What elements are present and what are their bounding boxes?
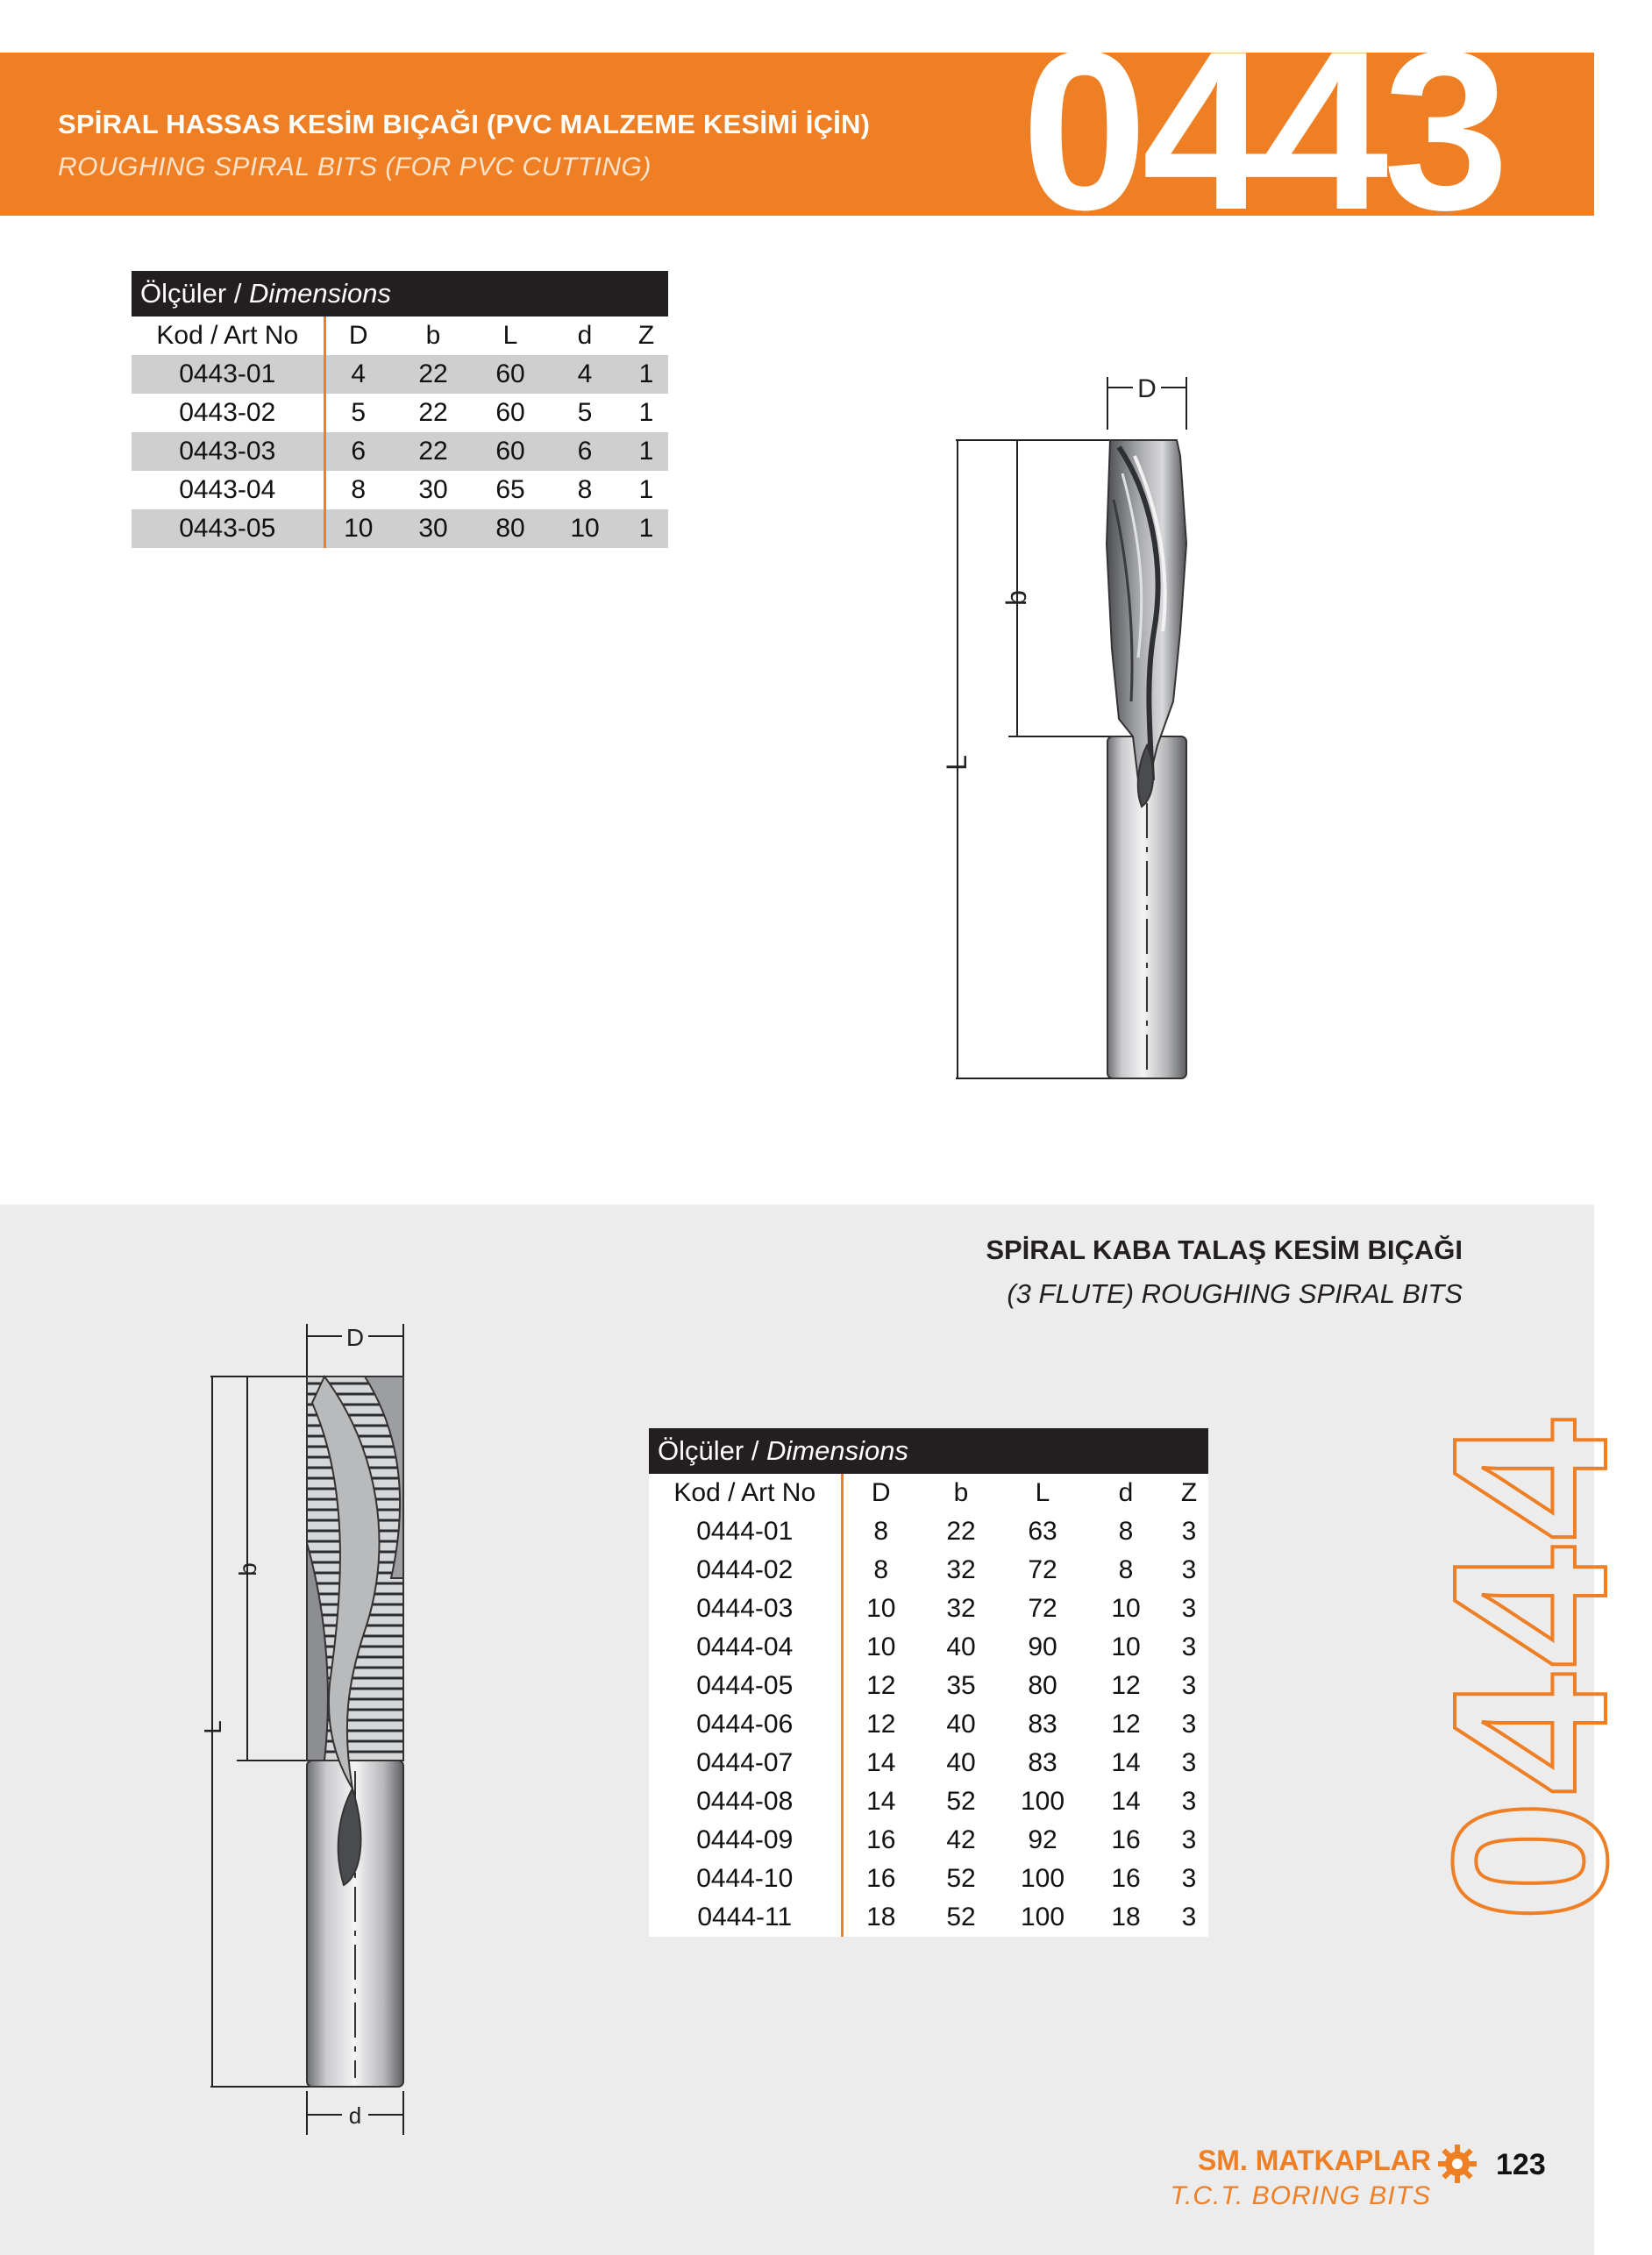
col-header-Z: Z (1170, 1474, 1208, 1512)
cell-D: 16 (842, 1860, 919, 1898)
cell-b: 32 (919, 1551, 1003, 1590)
cell-d: 10 (545, 509, 624, 548)
cell-L: 60 (475, 432, 545, 471)
col-header-Z: Z (624, 317, 668, 355)
table-row (649, 1898, 1208, 1937)
table-caption (649, 1428, 1208, 1474)
cell-b: 22 (391, 355, 475, 394)
table-row (132, 355, 668, 394)
cell-b: 35 (919, 1667, 1003, 1705)
cell-Z: 3 (1170, 1744, 1208, 1782)
col-header-D: D (324, 317, 391, 355)
header-code-wrap (956, 4, 1570, 257)
cell-b: 30 (391, 509, 475, 548)
header-title: SPİRAL HASSAS KESİM BIÇAĞI (PVC MALZEME KESİMİ İÇİN) (58, 109, 871, 139)
cell-L: 83 (1003, 1744, 1082, 1782)
cell-L: 72 (1003, 1590, 1082, 1628)
footer-subtitle: T.C.T. BORING BITS (1170, 2181, 1431, 2210)
table-header-row (132, 317, 668, 355)
table-row (132, 509, 668, 548)
cell-d: 16 (1082, 1860, 1170, 1898)
cell-code: 0444-03 (649, 1590, 842, 1628)
cell-b: 52 (919, 1860, 1003, 1898)
caption-tr: Ölçüler (140, 278, 227, 309)
cell-L: 90 (1003, 1628, 1082, 1667)
cell-L: 60 (475, 355, 545, 394)
cell-b: 30 (391, 471, 475, 509)
vertical-code-text: 0444 (1407, 1412, 1652, 1923)
cell-code: 0443-04 (132, 471, 324, 509)
cell-b: 22 (391, 394, 475, 432)
cell-b: 40 (919, 1705, 1003, 1744)
spiral-bit-diagram-0444 (193, 1315, 438, 2139)
table-row (649, 1860, 1208, 1898)
table-row (132, 471, 668, 509)
label-D: D (1137, 374, 1157, 403)
col-header-d: d (545, 317, 624, 355)
cell-code: 0443-02 (132, 394, 324, 432)
table-row (649, 1551, 1208, 1590)
table-row (649, 1705, 1208, 1744)
cell-d: 10 (1082, 1628, 1170, 1667)
dimensions-table-0443 (132, 271, 668, 548)
cell-b: 22 (919, 1512, 1003, 1551)
cell-L: 100 (1003, 1860, 1082, 1898)
cell-D: 8 (842, 1512, 919, 1551)
cell-L: 65 (475, 471, 545, 509)
cell-Z: 3 (1170, 1628, 1208, 1667)
col-header-code: Kod / Art No (649, 1474, 842, 1512)
caption-tr: Ölçüler (658, 1435, 744, 1466)
label-L: L (199, 1720, 226, 1734)
cell-code: 0444-05 (649, 1667, 842, 1705)
cell-Z: 1 (624, 471, 668, 509)
label-d: d (348, 2102, 362, 2129)
cell-b: 22 (391, 432, 475, 471)
col-header-d: d (1082, 1474, 1170, 1512)
label-b: b (234, 1562, 261, 1576)
col-header-D: D (842, 1474, 919, 1512)
footer-brand: SM. MATKAPLAR (1197, 2145, 1431, 2176)
caption-en: Dimensions (249, 278, 391, 309)
label-D: D (345, 1324, 365, 1351)
cell-L: 100 (1003, 1782, 1082, 1821)
col-header-b: b (919, 1474, 1003, 1512)
cell-code: 0443-03 (132, 432, 324, 471)
section-0444-title: SPİRAL KABA TALAŞ KESİM BIÇAĞI (986, 1234, 1463, 1265)
cell-L: 80 (1003, 1667, 1082, 1705)
cell-L: 60 (475, 394, 545, 432)
cell-Z: 3 (1170, 1705, 1208, 1744)
cell-D: 14 (842, 1744, 919, 1782)
cell-code: 0443-05 (132, 509, 324, 548)
section-0444-subtitle: (3 FLUTE) ROUGHING SPIRAL BITS (1007, 1278, 1463, 1309)
cell-d: 12 (1082, 1667, 1170, 1705)
cell-Z: 3 (1170, 1512, 1208, 1551)
cell-code: 0444-06 (649, 1705, 842, 1744)
page-number: 123 (1496, 2148, 1546, 2181)
cell-d: 14 (1082, 1744, 1170, 1782)
cell-d: 8 (545, 471, 624, 509)
cell-code: 0444-10 (649, 1860, 842, 1898)
cell-code: 0444-11 (649, 1898, 842, 1937)
caption-sep: / (226, 278, 250, 309)
col-header-L: L (475, 317, 545, 355)
cell-d: 6 (545, 432, 624, 471)
cell-Z: 3 (1170, 1667, 1208, 1705)
cell-Z: 3 (1170, 1898, 1208, 1937)
table-row (649, 1590, 1208, 1628)
cell-d: 18 (1082, 1898, 1170, 1937)
dimensions-table-0444 (649, 1428, 1208, 1937)
cell-D: 18 (842, 1898, 919, 1937)
table-caption (132, 271, 668, 317)
cell-b: 52 (919, 1898, 1003, 1937)
table-row (649, 1628, 1208, 1667)
cell-code: 0444-08 (649, 1782, 842, 1821)
table-row (649, 1667, 1208, 1705)
cell-D: 8 (842, 1551, 919, 1590)
cell-Z: 3 (1170, 1860, 1208, 1898)
cell-d: 5 (545, 394, 624, 432)
header-subtitle: ROUGHING SPIRAL BITS (FOR PVC CUTTING) (58, 153, 652, 181)
caption-sep: / (744, 1435, 767, 1466)
header-code: 0443 (1022, 4, 1504, 257)
cell-code: 0444-02 (649, 1551, 842, 1590)
col-header-b: b (391, 317, 475, 355)
table-row (132, 394, 668, 432)
cell-d: 8 (1082, 1512, 1170, 1551)
cell-d: 16 (1082, 1821, 1170, 1860)
col-header-L: L (1003, 1474, 1082, 1512)
cell-L: 100 (1003, 1898, 1082, 1937)
cell-D: 10 (324, 509, 391, 548)
cell-b: 52 (919, 1782, 1003, 1821)
table-row (649, 1512, 1208, 1551)
cell-Z: 1 (624, 355, 668, 394)
spiral-bit-diagram-0443 (941, 368, 1210, 1113)
cell-L: 80 (475, 509, 545, 548)
cell-D: 8 (324, 471, 391, 509)
cell-d: 4 (545, 355, 624, 394)
table-row (649, 1821, 1208, 1860)
cell-D: 12 (842, 1705, 919, 1744)
cell-Z: 1 (624, 394, 668, 432)
cell-code: 0444-09 (649, 1821, 842, 1860)
cell-Z: 3 (1170, 1821, 1208, 1860)
cell-D: 14 (842, 1782, 919, 1821)
table-row (132, 432, 668, 471)
cell-code: 0444-07 (649, 1744, 842, 1782)
cell-D: 12 (842, 1667, 919, 1705)
cell-code: 0443-01 (132, 355, 324, 394)
cell-b: 42 (919, 1821, 1003, 1860)
label-L: L (941, 755, 972, 771)
cell-Z: 1 (624, 432, 668, 471)
cell-Z: 3 (1170, 1782, 1208, 1821)
cell-D: 16 (842, 1821, 919, 1860)
table-row (649, 1782, 1208, 1821)
cell-code: 0444-04 (649, 1628, 842, 1667)
cell-Z: 3 (1170, 1590, 1208, 1628)
cell-D: 6 (324, 432, 391, 471)
cell-L: 92 (1003, 1821, 1082, 1860)
cell-b: 32 (919, 1590, 1003, 1628)
table-header-row (649, 1474, 1208, 1512)
cell-d: 10 (1082, 1590, 1170, 1628)
cell-d: 8 (1082, 1551, 1170, 1590)
cell-L: 63 (1003, 1512, 1082, 1551)
cell-D: 10 (842, 1590, 919, 1628)
cell-D: 4 (324, 355, 391, 394)
label-b: b (1000, 590, 1032, 606)
cell-code: 0444-01 (649, 1512, 842, 1551)
cell-D: 5 (324, 394, 391, 432)
cell-L: 83 (1003, 1705, 1082, 1744)
gear-icon (1436, 2143, 1478, 2185)
col-header-code: Kod / Art No (132, 317, 324, 355)
table-row (649, 1744, 1208, 1782)
cell-D: 10 (842, 1628, 919, 1667)
cell-Z: 1 (624, 509, 668, 548)
cell-d: 12 (1082, 1705, 1170, 1744)
cell-b: 40 (919, 1744, 1003, 1782)
cell-b: 40 (919, 1628, 1003, 1667)
cell-Z: 3 (1170, 1551, 1208, 1590)
cell-d: 14 (1082, 1782, 1170, 1821)
cell-L: 72 (1003, 1551, 1082, 1590)
caption-en: Dimensions (766, 1435, 908, 1466)
